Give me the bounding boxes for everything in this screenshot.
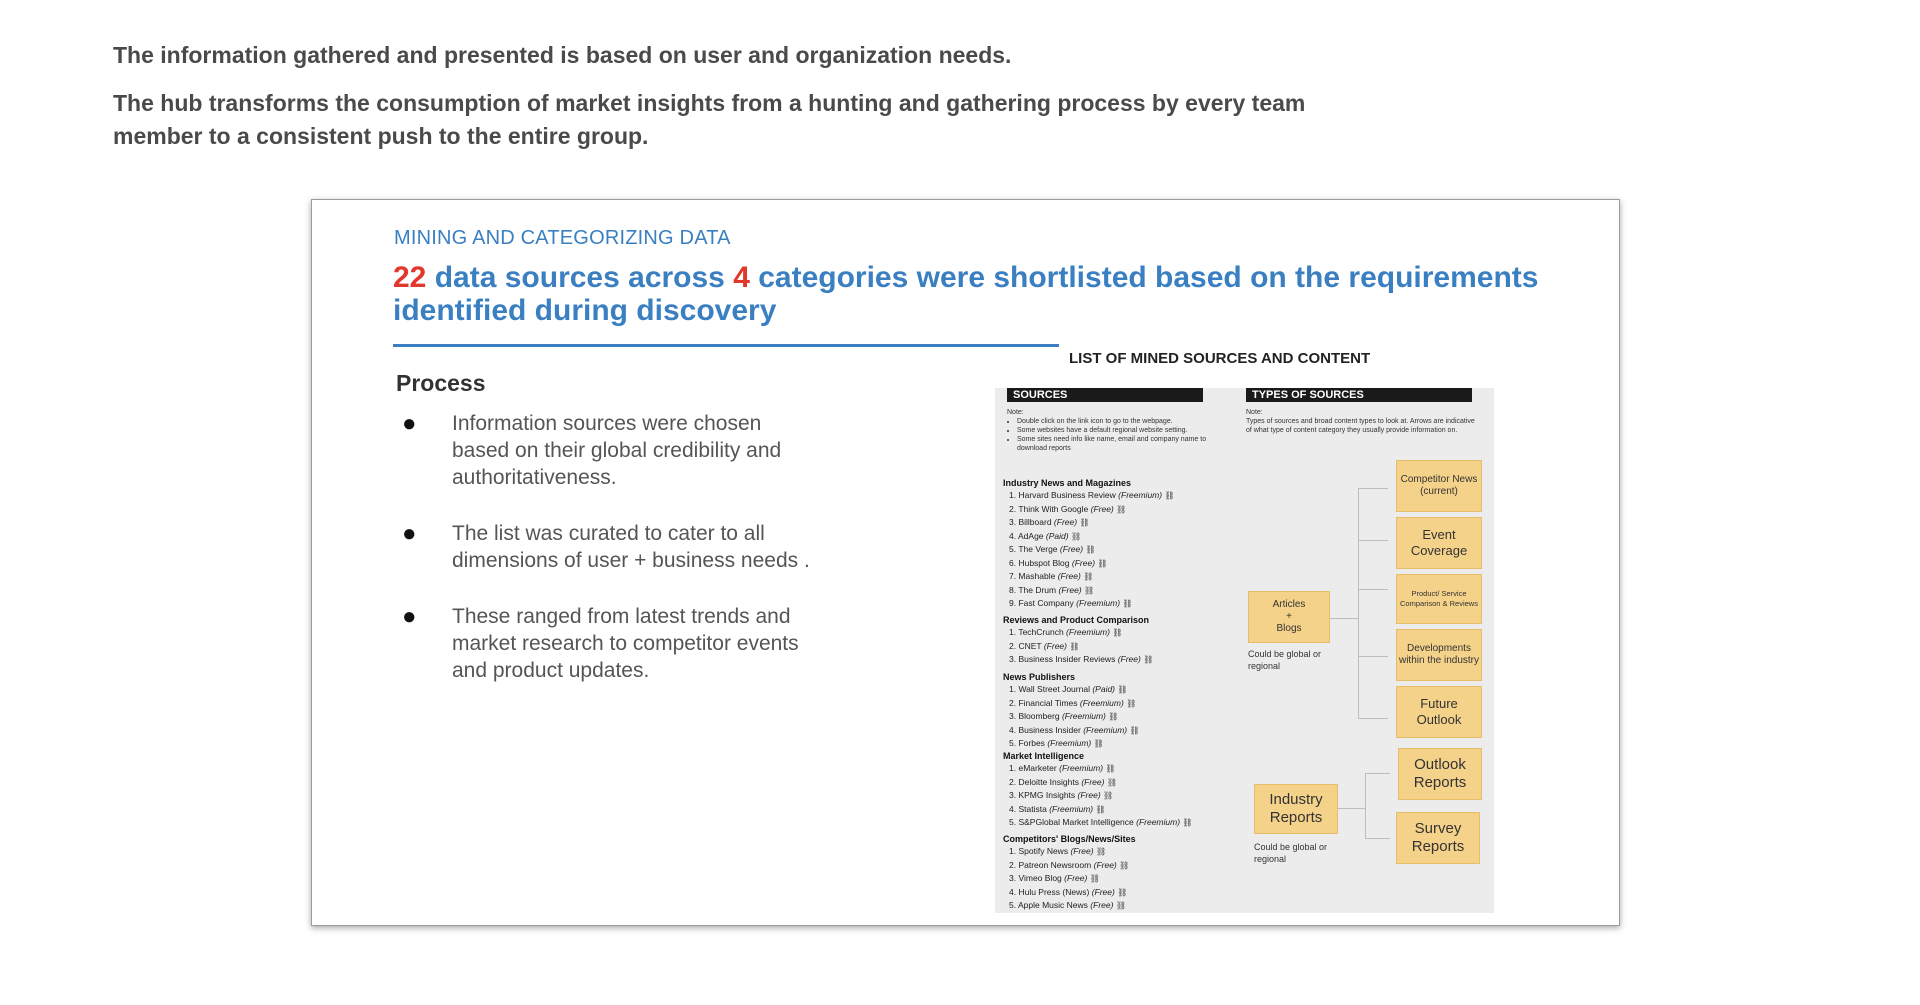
source-number: 3.	[1009, 873, 1017, 883]
source-number: 5.	[1009, 544, 1017, 554]
source-tier: (Free)	[1071, 557, 1096, 568]
link-icon[interactable]: ⛓	[1122, 599, 1133, 608]
process-title: Process	[396, 370, 486, 396]
source-tier: (Free)	[1057, 571, 1081, 581]
link-icon[interactable]: ⛓	[1117, 685, 1128, 694]
source-tier: (Free)	[1117, 654, 1141, 664]
headline-num-sources: 22	[393, 261, 427, 294]
source-item	[1009, 626, 1153, 640]
source-tier: (Freemium)	[1079, 697, 1124, 708]
link-icon[interactable]: ⛓	[1103, 791, 1114, 800]
source-item	[1009, 859, 1129, 873]
link-icon[interactable]: ⛓	[1143, 655, 1154, 664]
source-tier: (Free)	[1053, 517, 1078, 527]
source-number: 4.	[1009, 724, 1017, 735]
source-name: TechCrunch	[1018, 627, 1064, 637]
blogs-label: Blogs	[1276, 623, 1302, 634]
source-tier: (Freemium)	[1047, 738, 1092, 748]
source-name: Apple Music News	[1018, 900, 1088, 910]
link-icon[interactable]: ⛓	[1105, 764, 1116, 773]
event-coverage-box: Event Coverage	[1396, 517, 1482, 569]
link-icon[interactable]: ⛓	[1070, 531, 1082, 541]
tree-connector	[1365, 773, 1366, 838]
source-tier: (Free)	[1043, 640, 1067, 651]
source-tier: (Free)	[1059, 544, 1084, 554]
source-tier: (Freemium)	[1061, 711, 1106, 721]
source-name: Hulu Press (News)	[1018, 886, 1090, 897]
source-category-title: Reviews and Product Comparison	[1003, 615, 1150, 625]
source-number: 5.	[1009, 738, 1017, 748]
link-icon[interactable]: ⛓	[1117, 887, 1128, 897]
source-name: The Verge	[1018, 544, 1058, 554]
headline-part-1: data sources across	[426, 261, 734, 294]
source-item	[1009, 557, 1175, 571]
slide-headline	[393, 261, 1553, 327]
types-note-label: Note:	[1246, 409, 1263, 416]
tree-connector	[1328, 618, 1358, 619]
source-number: 1.	[1009, 846, 1017, 856]
tree-connector	[1365, 773, 1390, 774]
source-name: CNET	[1018, 640, 1042, 651]
source-number: 4.	[1009, 803, 1017, 814]
sources-note	[1007, 408, 1207, 453]
source-name: The Drum	[1018, 584, 1057, 595]
source-name: Mashable	[1018, 571, 1056, 581]
source-item	[1009, 489, 1175, 503]
source-number: 2.	[1009, 697, 1017, 708]
source-category-title: Industry News and Magazines	[1003, 478, 1132, 488]
future-outlook-box: Future Outlook	[1396, 686, 1482, 738]
source-items	[1009, 683, 1140, 751]
industry-reports-box: Industry Reports	[1254, 784, 1338, 834]
source-name: Fast Company	[1018, 598, 1074, 608]
source-name: Hubspot Blog	[1018, 557, 1070, 568]
sources-note-label: Note:	[1007, 409, 1024, 416]
source-item	[1009, 762, 1193, 776]
source-tier: (Freemium)	[1049, 803, 1094, 814]
source-number: 2.	[1009, 503, 1017, 514]
tree-connector	[1358, 488, 1359, 718]
industry-caption: Could be global or regional	[1254, 842, 1328, 864]
source-item	[1009, 816, 1193, 830]
source-name: Think With Google	[1018, 503, 1089, 514]
source-number: 3.	[1009, 790, 1017, 800]
plus-label: +	[1286, 611, 1292, 622]
source-item	[1009, 503, 1175, 517]
source-number: 5.	[1009, 817, 1017, 827]
link-icon[interactable]: ⛓	[1084, 585, 1095, 595]
source-name: Billboard	[1018, 517, 1052, 527]
source-item	[1009, 886, 1129, 900]
tree-connector	[1358, 718, 1388, 719]
link-icon[interactable]: ⛓	[1093, 739, 1104, 748]
source-name: Harvard Business Review	[1018, 490, 1116, 500]
tree-connector	[1335, 808, 1365, 809]
sources-note-item: • Some websites have a default regional website setting.	[1017, 426, 1207, 435]
source-item	[1009, 653, 1153, 667]
source-tier: (Free)	[1081, 776, 1105, 787]
source-number: 2.	[1009, 776, 1017, 787]
source-category-title: Market Intelligence	[1003, 751, 1085, 761]
link-icon[interactable]: ⛓	[1083, 572, 1094, 581]
link-icon[interactable]: ⛓	[1119, 860, 1130, 870]
intro-line-2: The hub transforms the consumption of market insights from a hunting and gathering process by every team member to a consistent push to the entire group.	[113, 90, 1306, 149]
process-bullet	[402, 520, 822, 574]
survey-reports-box: Survey Reports	[1396, 812, 1480, 864]
source-tier: (Free)	[1090, 503, 1114, 514]
source-item	[1009, 710, 1140, 724]
source-number: 1.	[1009, 627, 1017, 637]
bullet-icon: ●	[402, 410, 417, 437]
link-icon[interactable]: ⛓	[1095, 804, 1106, 814]
types-note-text: Types of sources and broad content types to look at. Arrows are indicative of what type of content category they usually provide information on.	[1246, 418, 1475, 434]
headline-num-categories: 4	[733, 261, 750, 294]
source-tier: (Freemium)	[1076, 598, 1121, 608]
link-icon[interactable]: ⛓	[1108, 712, 1119, 721]
articles-label: Articles	[1272, 599, 1306, 610]
tree-connector	[1358, 589, 1388, 590]
link-icon[interactable]: ⛓	[1126, 698, 1137, 708]
source-name: Business Insider Reviews	[1018, 654, 1116, 664]
developments-box: Developments within the industry	[1396, 629, 1482, 681]
source-items	[1009, 626, 1153, 667]
source-item	[1009, 584, 1175, 598]
source-item	[1009, 530, 1175, 544]
headline-divider	[393, 344, 1059, 347]
intro-line-1: The information gathered and presented is based on user and organization needs.	[113, 42, 1012, 68]
source-items	[1009, 489, 1175, 611]
slide-image	[311, 199, 1620, 926]
source-tier: (Free)	[1070, 846, 1094, 856]
source-name: S&PGlobal Market Intelligence	[1018, 817, 1134, 827]
source-tier: (Free)	[1077, 790, 1101, 800]
source-tier: (Free)	[1093, 859, 1117, 870]
source-tier: (Freemium)	[1136, 817, 1181, 827]
source-name: AdAge	[1018, 530, 1044, 541]
link-icon[interactable]: ⛓	[1106, 777, 1117, 787]
source-name: Forbes	[1018, 738, 1045, 748]
link-icon[interactable]: ⛓	[1182, 818, 1193, 827]
source-name: Business Insider	[1018, 724, 1081, 735]
source-number: 1.	[1009, 684, 1017, 694]
source-number: 4.	[1009, 530, 1017, 541]
source-tier: (Free)	[1090, 900, 1114, 910]
source-name: Financial Times	[1018, 697, 1078, 708]
source-number: 8.	[1009, 584, 1017, 595]
types-note	[1246, 408, 1476, 435]
source-item	[1009, 872, 1129, 886]
link-icon[interactable]: ⛓	[1095, 847, 1107, 856]
source-number: 4.	[1009, 886, 1017, 897]
tree-connector	[1358, 540, 1388, 541]
source-tier: (Free)	[1091, 886, 1115, 897]
source-name: eMarketer	[1018, 763, 1057, 773]
source-category-title: Competitors' Blogs/News/Sites	[1003, 834, 1136, 844]
source-tier: (Freemium)	[1066, 627, 1110, 637]
source-item	[1009, 597, 1175, 611]
bullet-icon: ●	[402, 603, 417, 630]
list-title: LIST OF MINED SOURCES AND CONTENT	[1069, 350, 1371, 367]
source-item	[1009, 724, 1140, 738]
tree-connector	[1365, 838, 1390, 839]
product-comparison-box: Product/ Service Comparison & Reviews	[1396, 574, 1482, 624]
link-icon[interactable]: ⛓	[1097, 558, 1108, 568]
link-icon[interactable]: ⛓	[1079, 518, 1090, 527]
sources-header: SOURCES	[1007, 388, 1203, 402]
process-bullet	[402, 603, 822, 684]
sources-note-item: • Double click on the link icon to go to the webpage.	[1017, 417, 1207, 426]
sources-panel	[995, 388, 1494, 913]
source-number: 3.	[1009, 654, 1017, 664]
process-bullets	[402, 410, 822, 713]
source-name: Wall Street Journal	[1018, 684, 1090, 694]
source-item	[1009, 776, 1193, 790]
source-number: 9.	[1009, 598, 1017, 608]
link-icon[interactable]: ⛓	[1089, 874, 1100, 883]
source-number: 3.	[1009, 517, 1017, 527]
source-number: 6.	[1009, 557, 1017, 568]
source-number: 2.	[1009, 859, 1017, 870]
tree-connector	[1358, 656, 1388, 657]
source-item	[1009, 516, 1175, 530]
slide-eyebrow: MINING AND CATEGORIZING DATA	[394, 227, 731, 249]
bullet-icon: ●	[402, 520, 417, 547]
bullet-text: These ranged from latest trends and market research to competitor events and product updates.	[452, 605, 799, 682]
headline-part-2: categories were shortlisted based on the requirements identified during discovery	[393, 261, 1539, 327]
source-items	[1009, 762, 1193, 830]
source-number: 1.	[1009, 763, 1017, 773]
tree-connector	[1358, 488, 1388, 489]
sources-note-item: • Some sites need info like name, email and company name to download reports	[1017, 435, 1207, 453]
source-items	[1009, 845, 1129, 913]
articles-blogs-box	[1248, 591, 1330, 643]
source-number: 5.	[1009, 900, 1017, 910]
source-category-title: News Publishers	[1003, 672, 1076, 682]
source-item	[1009, 737, 1140, 751]
source-name: Patreon Newsroom	[1018, 859, 1092, 870]
source-name: Statista	[1018, 803, 1047, 814]
source-item	[1009, 683, 1140, 697]
link-icon[interactable]: ⛓	[1069, 641, 1080, 651]
source-item	[1009, 899, 1129, 913]
source-number: 3.	[1009, 711, 1017, 721]
competitor-news-box: Competitor News (current)	[1396, 460, 1482, 512]
source-tier: (Freemium)	[1083, 724, 1128, 735]
source-number: 7.	[1009, 571, 1017, 581]
source-number: 1.	[1009, 490, 1017, 500]
link-icon[interactable]: ⛓	[1112, 628, 1123, 637]
articles-caption: Could be global or regional	[1248, 649, 1322, 671]
source-name: Bloomberg	[1018, 711, 1060, 721]
source-tier: (Paid)	[1045, 530, 1069, 541]
link-icon[interactable]: ⛓	[1085, 545, 1096, 554]
source-item	[1009, 697, 1140, 711]
bullet-text: The list was curated to cater to all dimensions of user + business needs .	[452, 522, 810, 572]
link-icon[interactable]: ⛓	[1164, 491, 1175, 500]
source-tier: (Paid)	[1092, 684, 1116, 694]
source-item	[1009, 640, 1153, 654]
outlook-reports-box: Outlook Reports	[1398, 748, 1482, 800]
source-name: Vimeo Blog	[1018, 873, 1062, 883]
source-name: KPMG Insights	[1018, 790, 1076, 800]
bullet-text: Information sources were chosen based on their global credibility and authoritativeness.	[452, 412, 782, 489]
source-name: Deloitte Insights	[1018, 776, 1079, 787]
link-icon[interactable]: ⛓	[1116, 504, 1127, 514]
source-tier: (Free)	[1064, 873, 1088, 883]
source-item	[1009, 845, 1129, 859]
process-bullet	[402, 410, 822, 491]
source-item	[1009, 789, 1193, 803]
source-tier: (Freemium)	[1059, 763, 1104, 773]
source-name: Spotify News	[1018, 846, 1069, 856]
source-tier: (Freemium)	[1118, 490, 1163, 500]
source-item	[1009, 543, 1175, 557]
types-header: TYPES OF SOURCES	[1246, 388, 1472, 402]
source-item	[1009, 803, 1193, 817]
link-icon[interactable]: ⛓	[1115, 901, 1126, 910]
source-item	[1009, 570, 1175, 584]
link-icon[interactable]: ⛓	[1129, 725, 1140, 735]
source-number: 2.	[1009, 640, 1017, 651]
source-tier: (Free)	[1058, 584, 1082, 595]
